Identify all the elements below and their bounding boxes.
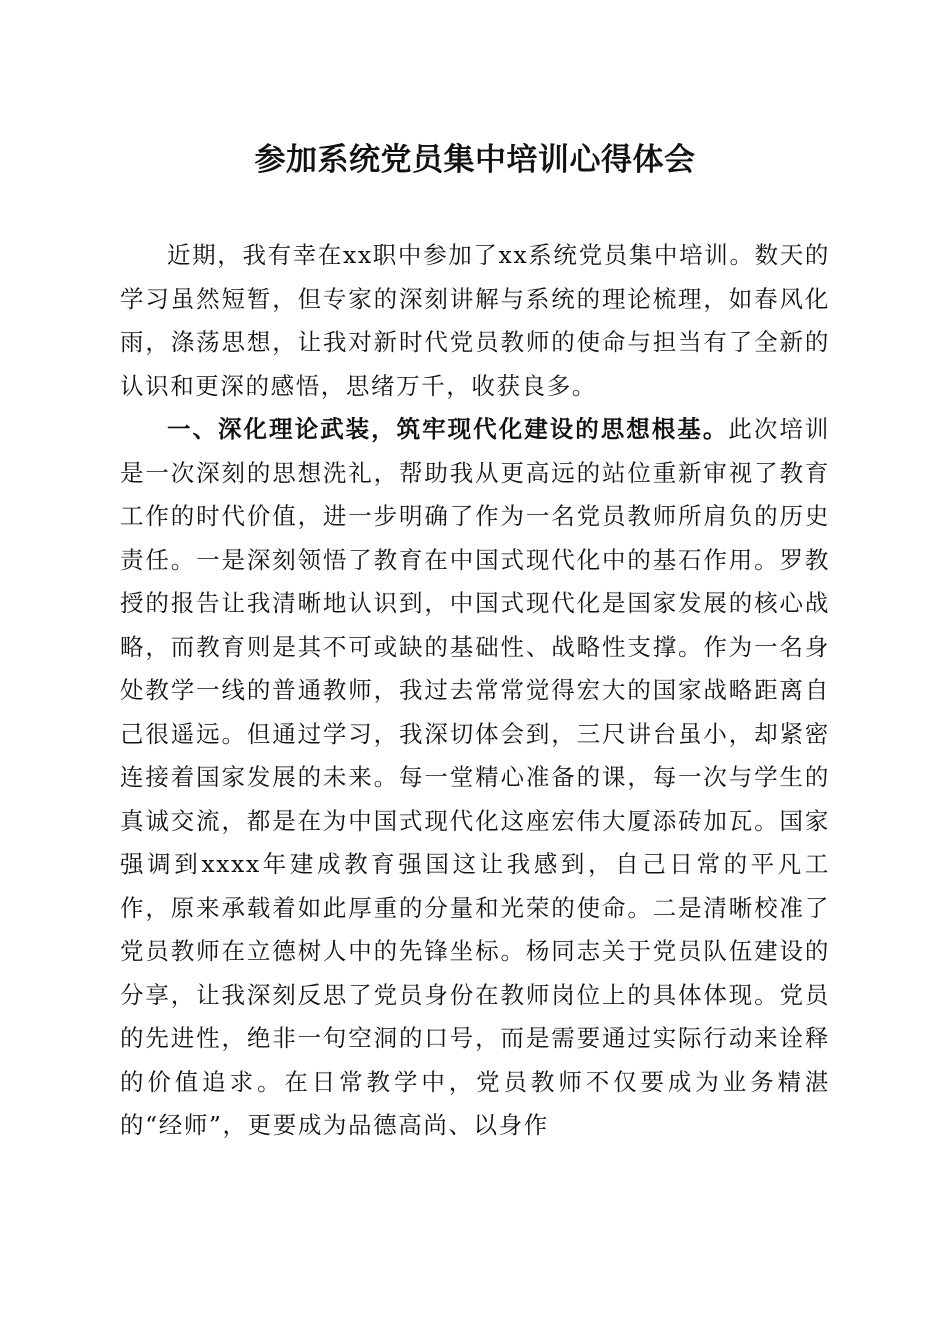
document-title: 参加系统党员集中培训心得体会: [254, 142, 696, 178]
intro-paragraph: [120, 234, 830, 408]
intro-paragraph-text: 近期，我有幸在xx职中参加了xx系统党员集中培训。数天的学习虽然短暂，但专家的深刻讲解与系统的理论梳理，如春风化雨，涤荡思想，让我对新时代党员教师的使命与担当有了全新的认识和更深的感悟，思绪万千，收获良多。: [120, 241, 830, 400]
document-body: [120, 234, 830, 1148]
section-one-text: 此次培训是一次深刻的思想洗礼，帮助我从更高远的站位重新审视了教育工作的时代价值，进一步明确了作为一名党员教师所肩负的历史责任。一是深刻领悟了教育在中国式现代化中的基石作用。罗教授的报告让我清晰地认识到，中国式现代化是国家发展的核心战略，而教育则是其不可或缺的基础性、战略性支撑。作为一名身处教学一线的普通教师，我过去常常觉得宏大的国家战略距离自己很遥远。但通过学习，我深切体会到，三尺讲台虽小，却紧密连接着国家发展的未来。每一堂精心准备的课，每一次与学生的真诚交流，都是在为中国式现代化这座宏伟大厦添砖加瓦。国家强调到xxxx年建成教育强国这让我感到，自己日常的平凡工作，原来承载着如此厚重的分量和光荣的使命。二是清晰校准了党员教师在立德树人中的先锋坐标。杨同志关于党员队伍建设的分享，让我深刻反思了党员身份在教师岗位上的具体体现。党员的先进性，绝非一句空洞的口号，而是需要通过实际行动来诠释的价值追求。在日常教学中，党员教师不仅要成为业务精湛的“经师”，更要成为品德高尚、以身作: [120, 415, 830, 1139]
section-one-paragraph: [120, 408, 830, 1148]
section-one-heading: 一、深化理论武装，筑牢现代化建设的思想根基。: [167, 415, 729, 443]
